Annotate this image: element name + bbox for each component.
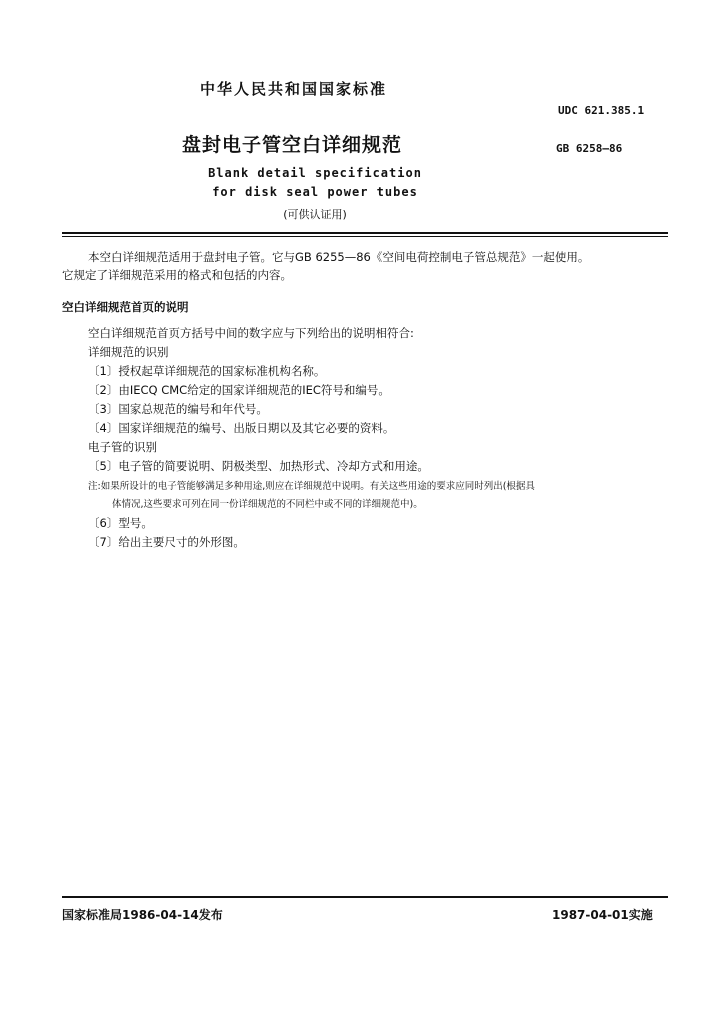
document-title-zh: 盘封电子管空白详细规范 <box>182 134 403 156</box>
issued-date: 国家标准局1986-04-14发布 <box>62 908 223 922</box>
list-item: 〔2〕由IECQ CMC给定的国家详细规范的IEC符号和编号。 <box>88 383 390 397</box>
udc-number: UDC 621.385.1 <box>558 104 645 117</box>
document-title-en-line1: Blank detail specification <box>208 166 422 180</box>
header-divider-thick <box>62 232 668 234</box>
note-line1: 注:如果所设计的电子管能够满足多种用途,则应在详细规范中说明。有关这些用途的要求应同时列出(根据具 <box>88 481 535 492</box>
section-heading: 空白详细规范首页的说明 <box>62 300 189 314</box>
list-item: 〔3〕国家总规范的编号和年代号。 <box>88 402 268 416</box>
list-item: 〔1〕授权起草详细规范的国家标准机构名称。 <box>88 364 326 378</box>
header-divider-thin <box>62 236 668 237</box>
gb-number: GB 6258—86 <box>556 142 623 155</box>
section-line: 空白详细规范首页方括号中间的数字应与下列给出的说明相符合: <box>88 326 414 340</box>
list-item: 〔4〕国家详细规范的编号、出版日期以及其它必要的资料。 <box>88 421 395 435</box>
section-subheading-tube-id: 电子管的识别 <box>88 440 157 454</box>
note-line2: 体情况,这些要求可列在同一份详细规范的不同栏中或不同的详细规范中)。 <box>112 499 423 510</box>
list-item: 〔5〕电子管的简要说明、阴极类型、加热形式、冷却方式和用途。 <box>88 459 429 473</box>
list-item: 〔6〕型号。 <box>88 516 153 530</box>
standard-org: 中华人民共和国国家标准 <box>200 80 388 98</box>
intro-paragraph-line1: 本空白详细规范适用于盘封电子管。它与GB 6255—86《空间电荷控制电子管总规范》一起使用。 <box>88 250 590 264</box>
list-item: 〔7〕给出主要尺寸的外形图。 <box>88 535 245 549</box>
intro-paragraph-line2: 它规定了详细规范采用的格式和包括的内容。 <box>62 268 292 282</box>
document-title-en-line2: for disk seal power tubes <box>212 185 418 199</box>
footer-divider <box>62 896 668 898</box>
title-note: (可供认证用) <box>283 208 347 221</box>
implemented-date: 1987-04-01实施 <box>552 908 653 922</box>
section-subheading-spec-id: 详细规范的识别 <box>88 345 169 359</box>
